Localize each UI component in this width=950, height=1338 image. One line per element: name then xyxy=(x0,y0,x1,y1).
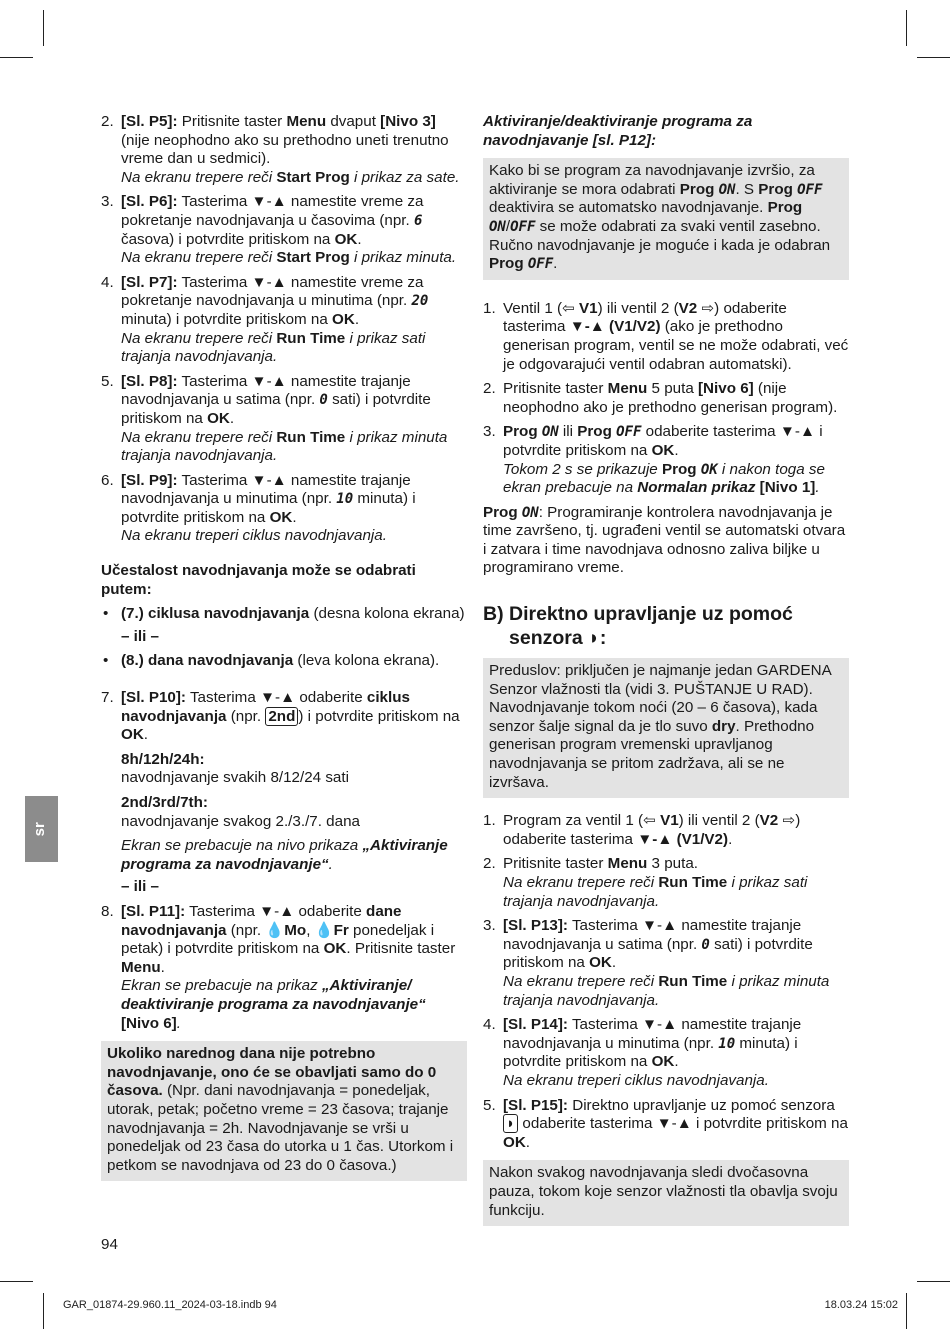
step-text xyxy=(503,855,849,874)
text: Na ekranu trepere reči xyxy=(503,972,659,990)
text: Tasterima ▼-▲ namestite trajanje navodnjavanja u minutima (npr. xyxy=(121,471,411,508)
step-result xyxy=(503,973,849,1010)
right-column xyxy=(483,113,849,1226)
sensor-step-5 xyxy=(483,1097,849,1153)
crop-mark xyxy=(43,10,44,46)
text: . xyxy=(328,855,333,873)
step-number: 7. xyxy=(101,689,114,707)
ok-key: OK xyxy=(207,409,230,427)
figure-ref: [Sl. P7]: xyxy=(121,273,178,291)
bullet-text xyxy=(121,605,467,624)
text: Na ekranu trepere reči xyxy=(121,428,277,446)
menu-key: Menu xyxy=(607,855,648,873)
text: (npr. xyxy=(226,921,266,939)
text: dry xyxy=(711,717,736,735)
step-text xyxy=(503,300,849,374)
step-5 xyxy=(101,373,467,466)
text: Ventil 1 (⇦ xyxy=(503,299,580,317)
text: . xyxy=(728,830,733,848)
crop-mark xyxy=(906,1293,907,1329)
valve-label: V1 xyxy=(660,812,679,830)
text: Tasterima ▼-▲ odaberite xyxy=(186,689,367,707)
display-word: Run Time xyxy=(276,329,346,347)
crop-mark xyxy=(43,1293,44,1329)
text: Tokom 2 s se prikazuje xyxy=(503,460,662,478)
text: (nije neophodno ako je prethodno generisan program). xyxy=(503,380,838,416)
text: i prikaz minuta trajanja navodnjavanja. xyxy=(503,972,830,1009)
step-number: 2. xyxy=(483,380,496,398)
heading-line xyxy=(483,626,849,650)
text: deaktivira se automatsko navodnjavanje. xyxy=(489,199,768,217)
figure-ref: [Sl. P15]: xyxy=(503,1096,568,1114)
text: : xyxy=(599,627,607,650)
text: i prikaz minuta. xyxy=(349,249,457,267)
ok-key: OK xyxy=(323,940,347,958)
text: . Prethodno generisan program vremenski upravljanog navodnjavanja se pritom zadržava, ali se ne izvršava. xyxy=(489,717,815,791)
text: ▼-▲ (V1/V2) xyxy=(637,830,729,848)
prog-on-paragraph xyxy=(483,504,849,578)
step-text xyxy=(121,274,467,330)
sensor-step-2 xyxy=(483,855,849,911)
step-text xyxy=(121,373,467,429)
text: Ekran se prebacuje na nivo prikaza xyxy=(121,837,363,855)
text: Tasterima ▼-▲ namestite trajanje navodnjavanja u satima (npr. xyxy=(503,917,802,953)
text: dane navodnjavanja xyxy=(121,902,402,939)
text: Kako bi se program za navodnjavanje izvršio, za aktiviranje se mora odabrati xyxy=(489,162,815,198)
text: odaberite tasterima ▼-▲ i potvrdite pritiskom na xyxy=(503,423,823,459)
footer-file-info: GAR_01874-29.960.11_2024-03-18.indb 94 xyxy=(63,1299,277,1311)
step-text xyxy=(503,380,849,417)
bullet-cycle xyxy=(101,605,467,624)
text: ▼-▲ (V1/V2) xyxy=(569,318,661,336)
act-step-2 xyxy=(483,380,849,417)
activation-info-box xyxy=(483,158,849,280)
lcd-value: 0 xyxy=(319,392,328,409)
lcd-value: 6 xyxy=(413,212,423,229)
step-2 xyxy=(101,113,467,187)
drop-icon: 💧 xyxy=(265,921,285,939)
text: i prikaz sati trajanja navodnjavanja. xyxy=(121,329,426,366)
text: (leva kolona ekrana). xyxy=(293,652,440,670)
step-result xyxy=(503,461,849,498)
box-text xyxy=(489,662,843,792)
menu-key: Menu xyxy=(121,958,161,976)
text: / xyxy=(505,217,511,235)
step-text xyxy=(503,423,849,460)
text: ⇨) odaberite tasterima xyxy=(503,299,787,336)
act-step-1 xyxy=(483,300,849,374)
text: i nakon toga se ekran prebacuje na xyxy=(503,460,825,497)
cycle-days-desc: navodnjavanje svakog 2./3./7. dana xyxy=(121,812,360,830)
lcd-value: 0 xyxy=(701,936,710,953)
bullet-days xyxy=(101,652,467,671)
figure-ref: [Sl. P13]: xyxy=(503,917,568,935)
figure-ref: [Sl. P14]: xyxy=(503,1016,568,1034)
text: Na ekranu trepere reči xyxy=(121,329,277,347)
text: Tasterima ▼-▲ namestite vreme za pokretanje navodnjavanja u časovima (npr. xyxy=(121,193,424,229)
step-number: 2. xyxy=(483,855,496,873)
step-number: 3. xyxy=(101,193,114,211)
step-result xyxy=(121,429,467,466)
text: . xyxy=(553,255,558,273)
text: „Aktiviranje programa za navodnjavanje“ xyxy=(121,837,448,873)
text: Prog xyxy=(758,180,793,198)
text: i prikaz minuta trajanja navodnjavanja. xyxy=(121,428,448,465)
figure-ref: [Sl. P5]: xyxy=(121,113,178,130)
text: Normalan prikaz xyxy=(637,479,756,497)
note-box xyxy=(101,1041,467,1181)
lcd-value: OFF xyxy=(510,218,536,235)
level-ref: [Nivo 6] xyxy=(121,1014,177,1032)
figure-ref: [Sl. P6]: xyxy=(121,193,178,211)
text: . xyxy=(674,441,679,459)
text: Na ekranu trepere reči xyxy=(503,874,659,891)
text: minuta) i potvrdite pritiskom na xyxy=(121,490,416,526)
step-number: 3. xyxy=(483,917,496,935)
step-number: 5. xyxy=(101,372,114,390)
day-label: Fr xyxy=(333,921,349,939)
crop-mark xyxy=(917,57,950,58)
cycle-hours-heading: 8h/12h/24h: xyxy=(121,750,205,768)
drop-icon: 💧 xyxy=(314,921,334,939)
step-number: 4. xyxy=(101,273,114,291)
step-result xyxy=(121,330,467,367)
text: (Npr. dani navodnjavanja = ponedeljak, utorak, petak; početno vreme = 23 časova; trajanje navodnjavanja = 2h. Navodnjavanje se vrši u ponedeljak od 23 časa do utorka u 1 čas. Utorkom i petkom se navodnjava od 23 do 0 časova.) xyxy=(107,1082,454,1174)
text: (nije neophodno ako su prethodno uneti trenutno vreme dan u sedmici). xyxy=(121,131,449,168)
text: Tasterima ▼-▲ namestite trajanje navodnjavanja u satima (npr. xyxy=(121,372,411,409)
text: (npr. xyxy=(226,707,266,725)
lcd-value: OK xyxy=(700,461,718,478)
bullet-dot: • xyxy=(103,652,109,670)
text: . Pritisnite taster xyxy=(346,940,456,958)
text: Prog xyxy=(577,423,612,441)
text: ) i potvrdite pritiskom na xyxy=(298,707,460,725)
text: Pritisnite taster xyxy=(503,380,608,398)
figure-ref: [Sl. P11]: xyxy=(121,902,186,920)
crop-mark xyxy=(906,10,907,46)
valve-label: V1 xyxy=(579,299,598,317)
valve-label: V2 xyxy=(678,299,698,317)
sensor-step-4 xyxy=(483,1016,849,1090)
text: . xyxy=(357,230,362,248)
lcd-value: ON xyxy=(521,504,539,521)
text: . xyxy=(815,479,820,497)
step-7 xyxy=(101,689,467,897)
text: Pritisnite taster xyxy=(177,113,287,130)
footer-date: 18.03.24 15:02 xyxy=(824,1299,898,1311)
lcd-framed-value: 2nd xyxy=(265,707,298,726)
step-number: 5. xyxy=(483,1096,496,1114)
step-number: 4. xyxy=(483,1016,496,1034)
left-column xyxy=(101,113,467,1181)
crop-mark xyxy=(0,1281,33,1282)
text: (ako je prethodno generisan program, ventil se ne može odabrati, već je odgovarajući ventil odabran automatski). xyxy=(503,318,849,373)
text: . xyxy=(525,1133,531,1151)
sensor-icon: ◗ xyxy=(503,1114,518,1133)
text: . xyxy=(229,409,235,427)
text: ) ili ventil 2 ( xyxy=(597,299,679,317)
text: Prog xyxy=(483,503,518,521)
text: . xyxy=(160,958,165,976)
ok-key: OK xyxy=(651,1053,675,1071)
figure-ref: [Sl. P10]: xyxy=(121,689,186,707)
text: Direktno upravljanje uz pomoć senzora xyxy=(568,1096,835,1114)
box-text xyxy=(489,162,843,274)
text: Prog xyxy=(503,423,538,441)
bullet-dot: • xyxy=(103,605,109,623)
step-result xyxy=(121,249,467,268)
lcd-value: ON xyxy=(541,424,559,441)
crop-mark xyxy=(917,1281,950,1282)
text: 5 puta xyxy=(647,380,698,398)
step-text xyxy=(503,812,849,849)
step-text xyxy=(503,917,849,973)
text: Prog xyxy=(489,255,524,273)
menu-key: Menu xyxy=(286,113,327,130)
text: Tasterima ▼-▲ odaberite xyxy=(185,902,367,920)
text: ) ili ventil 2 ( xyxy=(678,812,760,830)
text: 3 puta. xyxy=(647,855,698,873)
step-8 xyxy=(101,903,467,1033)
figure-ref: [Sl. P9]: xyxy=(121,471,178,489)
sensor-icon: ◗ xyxy=(588,627,600,650)
text: (7.) ciklusa navodnjavanja xyxy=(121,605,310,623)
text: sati) i potvrdite pritiskom na xyxy=(121,391,431,427)
text: Tasterima ▼-▲ namestite trajanje navodnjavanja u minutima (npr. xyxy=(503,1016,802,1052)
ok-key: OK xyxy=(269,508,293,526)
text: Preduslov: priključen je najmanje jedan GARDENA Senzor vlažnosti tla (vidi 3. PUŠTANJE U RAD). Navodnjavanje tokom noći (20 – 6 časova), kada senzor šalje signal da je tlo suvo xyxy=(489,662,831,735)
step-text xyxy=(121,689,467,745)
ok-key: OK xyxy=(589,954,612,972)
text: , xyxy=(306,921,315,939)
step-text xyxy=(121,113,467,169)
step-6 xyxy=(101,472,467,546)
ok-key: OK xyxy=(651,441,675,459)
sensor-step-3 xyxy=(483,917,849,1010)
step-3 xyxy=(101,193,467,267)
text: „Aktiviranje/ deaktiviranje programa za navodnjavanje“ xyxy=(121,977,426,1013)
ok-key: OK xyxy=(503,1133,526,1151)
step-result xyxy=(121,837,467,874)
text: časova) i potvrdite pritiskom na xyxy=(121,230,335,248)
text: Ekran se prebacuje na prikaz xyxy=(121,977,322,995)
act-step-3 xyxy=(483,423,849,497)
text: Prog xyxy=(661,460,697,478)
step-number: 3. xyxy=(483,423,496,441)
text: minuta) i potvrdite pritiskom na xyxy=(503,1034,798,1071)
step-number: 8. xyxy=(101,902,114,920)
display-word: Run Time xyxy=(658,972,728,990)
cycle-hours-desc: navodnjavanje svakih 8/12/24 sati xyxy=(121,769,349,787)
lcd-value: OFF xyxy=(797,181,823,198)
text: ponedeljak i petak) i potvrdite pritiskom na xyxy=(121,921,435,958)
text: Program za ventil 1 (⇦ xyxy=(503,812,661,830)
text: Prog xyxy=(679,180,715,198)
step-number: 6. xyxy=(101,471,114,489)
frequency-heading: Učestalost navodnjavanja može se odabrati putem: xyxy=(101,562,416,598)
text: (desna kolona ekrana) xyxy=(309,605,465,623)
level-ref: [Nivo 3] xyxy=(380,113,436,130)
day-label: Mo xyxy=(284,921,307,939)
text: Tasterima ▼-▲ namestite vreme za pokretanje navodnjavanja u minutima (npr. xyxy=(121,273,424,310)
step-result xyxy=(121,169,467,188)
text: . S xyxy=(735,180,759,198)
display-word: Start Prog xyxy=(276,168,350,186)
step-number: 2. xyxy=(101,113,114,130)
text: odaberite tasterima ▼-▲ i potvrdite pritiskom na xyxy=(518,1115,848,1133)
step-text xyxy=(121,472,467,528)
pause-info-box xyxy=(483,1160,849,1226)
text: : Programiranje kontrolera navodnjavanja je time završeno, tj. ugrađeni ventil se automatski otvara i zatvara i time navodnjava odnosno zaliva biljke u programirano vreme. xyxy=(483,503,846,577)
text: ciklus navodnjavanja xyxy=(121,689,410,725)
valve-label: V2 xyxy=(759,812,779,830)
prerequisite-box xyxy=(483,658,849,798)
crop-mark xyxy=(0,57,33,58)
step-result xyxy=(121,977,467,1033)
step-text xyxy=(503,1097,849,1153)
lcd-value: OFF xyxy=(616,424,642,441)
ok-key: OK xyxy=(332,310,355,328)
text: Prog xyxy=(767,199,803,217)
text: . xyxy=(674,1053,679,1071)
lcd-value: 10 xyxy=(718,1035,736,1052)
step-text xyxy=(503,1016,849,1072)
text: dvaput xyxy=(326,113,381,130)
section-b-heading xyxy=(483,602,849,650)
language-tab-label: sr xyxy=(30,822,48,837)
ok-key: OK xyxy=(121,726,144,744)
text: Na ekranu trepere reči xyxy=(121,168,277,186)
cycle-days-heading: 2nd/3rd/7th: xyxy=(121,794,208,811)
step-text xyxy=(121,903,467,977)
lcd-value: 10 xyxy=(336,491,354,508)
bullet-text xyxy=(121,652,467,671)
menu-key: Menu xyxy=(607,380,648,398)
level-ref: [Nivo 6] xyxy=(698,380,754,398)
text: minuta) i potvrdite pritiskom na xyxy=(121,310,333,328)
text: (8.) dana navodnjavanja xyxy=(121,652,294,670)
text: Ukoliko narednog dana nije potrebno navodnjavanje, ono će se obavljati samo do 0 časova. xyxy=(107,1045,437,1100)
text: ⇨) odaberite tasterima xyxy=(503,812,801,848)
text: i prikaz za sate. xyxy=(349,168,460,186)
language-tab xyxy=(25,796,58,862)
text: sati) i potvrdite pritiskom na xyxy=(503,935,813,972)
box-text: Nakon svakog navodnjavanja sledi dvočasovna pauza, tokom koje senzor vlažnosti tla obavlja svoju funkciju. xyxy=(489,1164,838,1219)
text: Pritisnite taster xyxy=(503,855,608,873)
figure-ref: [Sl. P8]: xyxy=(121,372,178,390)
display-word: Start Prog xyxy=(276,249,350,267)
text: . xyxy=(611,954,617,972)
page-number: 94 xyxy=(101,1236,118,1253)
text: Na ekranu trepere reči xyxy=(121,249,277,267)
step-result: Na ekranu treperi ciklus navodnjavanja. xyxy=(121,527,387,545)
sensor-step-1 xyxy=(483,812,849,849)
step-text xyxy=(121,193,467,249)
or-separator: – ili – xyxy=(121,627,159,645)
step-4 xyxy=(101,274,467,367)
activation-heading: Aktiviranje/deaktiviranje programa za navodnjavanje [sl. P12]: xyxy=(483,113,753,149)
step-number: 1. xyxy=(483,812,496,830)
lcd-value: OFF xyxy=(527,256,554,273)
lcd-value: ON xyxy=(489,218,506,235)
text: senzora xyxy=(509,627,583,650)
lcd-value: ON xyxy=(718,181,736,198)
step-result: Na ekranu treperi ciklus navodnjavanja. xyxy=(503,1071,769,1089)
text: . xyxy=(292,508,297,526)
step-number: 1. xyxy=(483,299,496,317)
step-result xyxy=(503,874,849,911)
display-word: Run Time xyxy=(658,874,728,891)
text: se može odabrati za svaki ventil zasebno. Ručno navodnjavanje je moguće i kada je odabran xyxy=(489,217,831,254)
text: ili xyxy=(558,423,578,441)
heading-line: B) Direktno upravljanje uz pomoć xyxy=(483,603,793,626)
or-separator: – ili – xyxy=(121,878,159,896)
level-ref: [Nivo 1] xyxy=(755,479,816,497)
text: . xyxy=(143,726,149,744)
text: . xyxy=(354,310,360,328)
text: . xyxy=(176,1014,181,1032)
display-word: Run Time xyxy=(276,428,346,446)
note-text xyxy=(107,1045,461,1175)
lcd-value: 20 xyxy=(411,293,429,310)
text: i prikaz sati trajanja navodnjavanja. xyxy=(503,874,808,910)
ok-key: OK xyxy=(334,230,358,248)
